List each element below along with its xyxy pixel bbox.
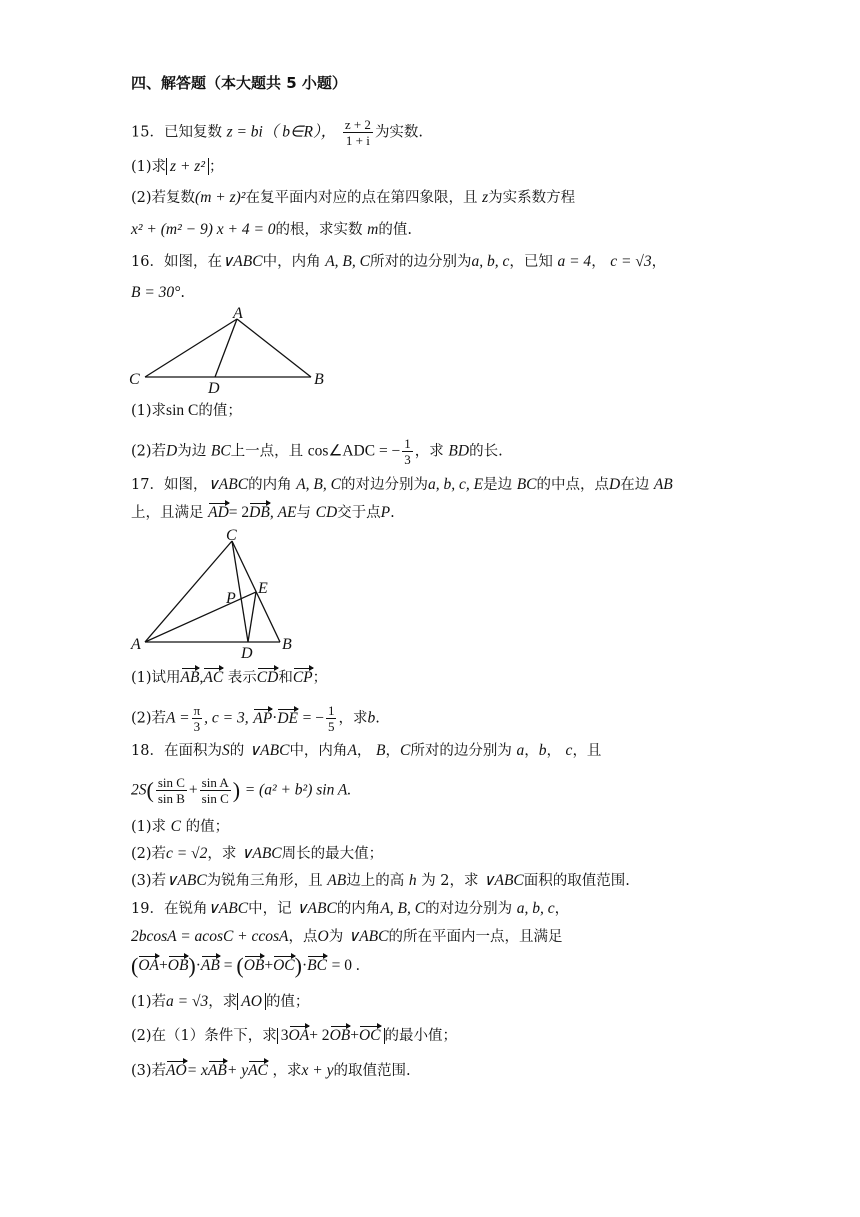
q18-stem: 18．在面积为S的 ∨ABC中，内角A， B，C所对的边分别为 a，b， c，且 — [131, 742, 602, 759]
q18-part2: (2)若c = √2，求 ∨ABC周长的最大值； — [131, 845, 384, 862]
q15-fraction: $\frac{z + 2}{1 + i}$ — [344, 117, 371, 148]
q19-part2: (2)在（1）条件下，求 3OA+ 2OB+OC 的最小值； — [131, 1025, 800, 1047]
q17-label-P: P — [226, 590, 236, 607]
q16-side-CA — [145, 319, 237, 377]
q17-label-D: D — [241, 645, 253, 662]
q17-label-C: C — [226, 527, 237, 544]
q17-segment-AE — [145, 592, 256, 642]
q17-segment-DE — [248, 592, 256, 642]
q19-vector-condition: (OA+OB)·AB = (OB+OC)·BC = 0 . — [131, 953, 360, 978]
q16-segment-AD — [215, 319, 237, 377]
q17-side-CB — [232, 541, 280, 642]
vector-DB: DB — [249, 502, 270, 524]
q19-stem: 19．在锐角∨ABC中，记 ∨ABC的内角A, B, C的对边分别为 a, b, c， — [131, 900, 570, 917]
q18-equation: 2S( $\frac{\text{sin C}}{\text{sin B}}$ + $\frac{\text{sin A}}{\text{sin C}}$ ) = (a² + b²) sin A. — [131, 775, 352, 806]
q16-label-C: C — [129, 371, 140, 388]
q17-part1: (1)试用AB,AC 表示CD和CP； — [131, 667, 800, 689]
q18-part3: (3)若∨ABC为锐角三角形，且 AB边上的高 h 为 2，求 ∨ABC面积的取值范围. — [131, 872, 630, 889]
q15-part1: (1)求 z + z² ； — [131, 158, 224, 175]
q17-label-A: A — [131, 636, 141, 653]
q19-stem-cont: 2bcosA = acosC + ccosA，点O为 ∨ABC的所在平面内一点，且满足 — [131, 928, 563, 945]
q15-stem: 15．已知复数 z = bi（ b∈R）， $\frac{z + 2}{1 + i}$ 为实数. — [131, 117, 424, 148]
q16-stem-cont: B = 30°. — [131, 284, 185, 301]
q16-stem: 16．如图，在∨ABC中，内角 A, B, C所对的边分别为a, b, c，已知 a = 4， c = √3， — [131, 253, 667, 270]
q17-triangle-figure — [125, 525, 305, 665]
q17-label-B: B — [282, 636, 292, 653]
q16-label-B: B — [314, 371, 324, 388]
q16-label-A: A — [233, 305, 243, 322]
q17-label-E: E — [258, 580, 268, 597]
q15-part2-cont: x² + (m² − 9) x + 4 = 0的根，求实数 m的值. — [131, 221, 412, 238]
q17-part2: (2)若A = $\frac{\pi}{3}$ , c = 3, AP·DE = − $\frac{1}{5}$ ，求b. — [131, 703, 380, 734]
q19-part3: (3)若AO= xAB+ yAC ，求x + y的取值范围. — [131, 1060, 800, 1082]
q18-part1: (1)求 C 的值； — [131, 818, 230, 835]
q16-triangle-figure — [125, 305, 335, 395]
vector-AD: AD — [208, 502, 229, 524]
q17-side-AC — [145, 541, 232, 642]
q17-stem-cont: 上，且满足 AD= 2DB, AE与 CD交于点P. — [131, 502, 800, 524]
q15-part2: (2)若复数(m + z)²在复平面内对应的点在第四象限，且 z为实系数方程 — [131, 189, 576, 206]
q19-part1: (1)若a = √3，求 AO 的值； — [131, 993, 310, 1010]
q16-label-D: D — [208, 380, 220, 395]
q16-part1: (1)求sin C的值； — [131, 402, 242, 419]
section-title: 四、解答题（本大题共 5 小题） — [131, 74, 347, 92]
q16-side-AB — [237, 319, 311, 377]
q17-stem: 17．如图，∨ABC的内角 A, B, C的对边分别为a, b, c, E是边 BC的中点，点D在边 AB — [131, 476, 673, 493]
q16-part2: (2)若D为边 BC上一点，且 cos∠ADC = − $\frac{1}{3}$ ，求 BD的长. — [131, 436, 503, 467]
